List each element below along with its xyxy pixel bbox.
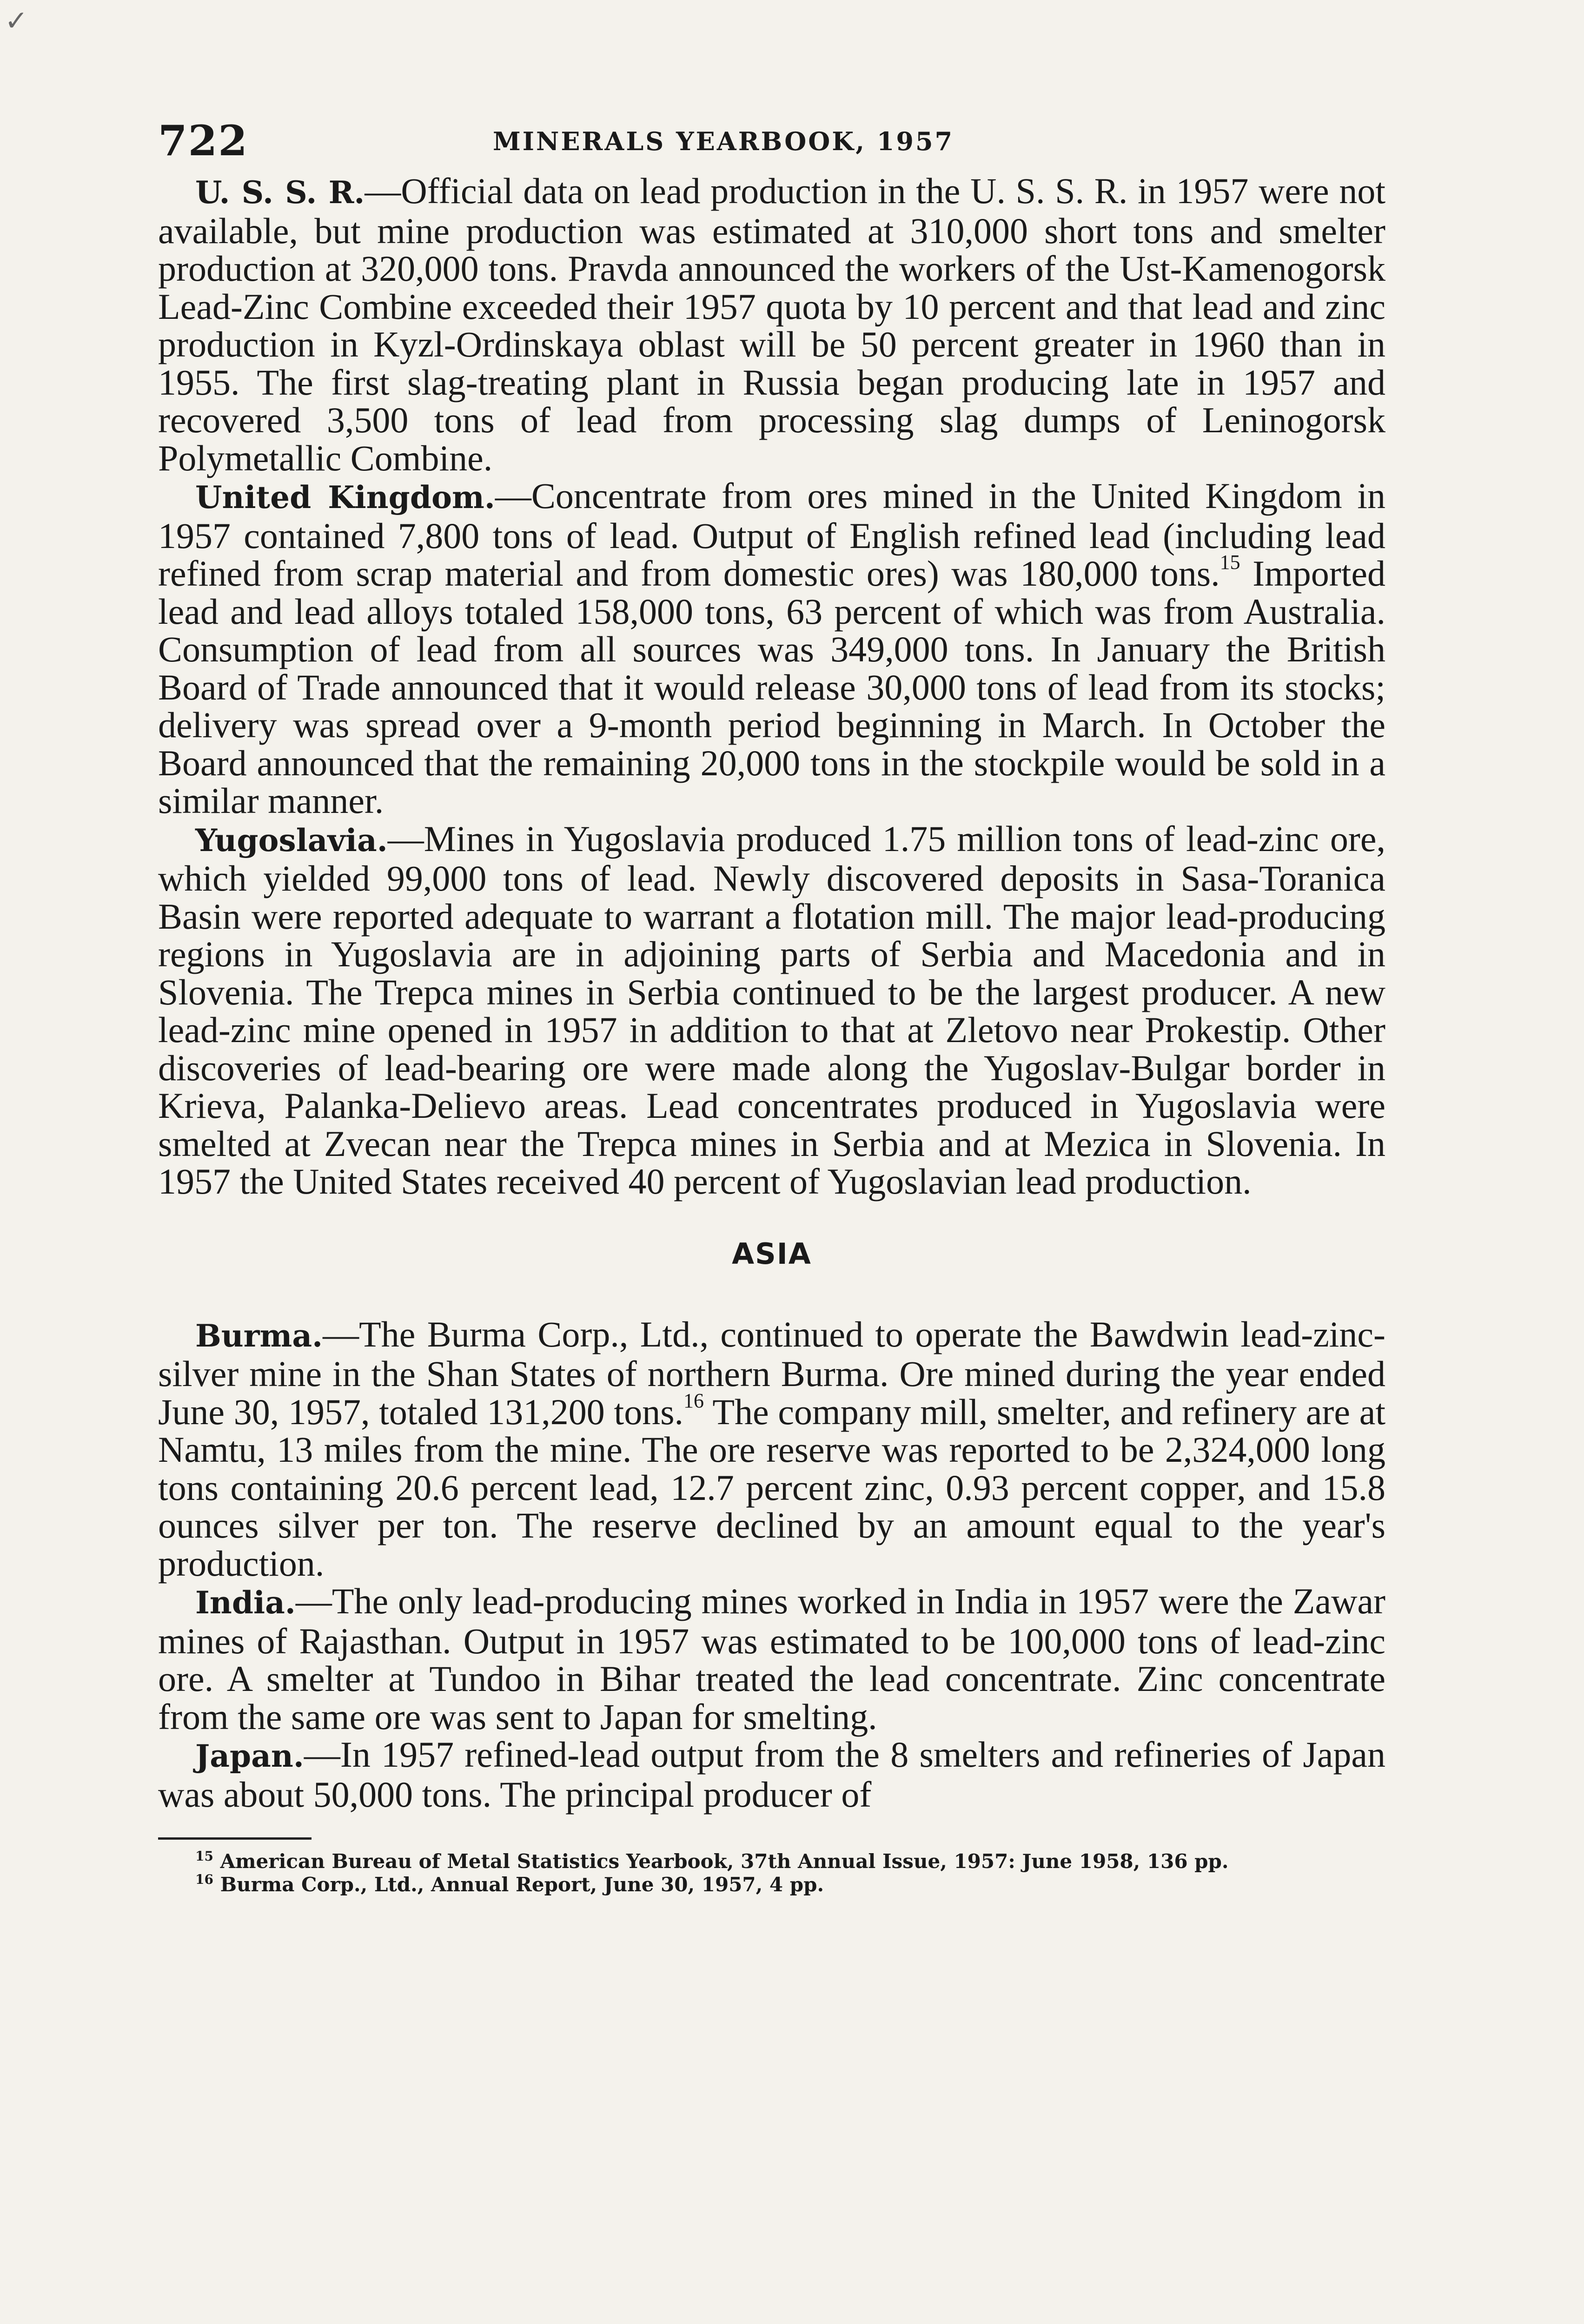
page-number: 722 xyxy=(158,116,248,165)
lead-united-kingdom: United Kingdom. xyxy=(195,479,495,515)
footnote-15-text: American Bureau of Metal Statistics Yearbook, 37th Annual Issue, 1957: June 1958, 136 pp. xyxy=(220,1850,1229,1873)
body-japan: —In 1957 refined-lead output from the 8 smelters and refineries of Japan was about 50,000 tons. The principal producer of xyxy=(158,1734,1385,1815)
footnote-16 xyxy=(158,1873,1385,1896)
footnote-rule xyxy=(158,1837,311,1840)
body-united-kingdom-a: —Concentrate from ores mined in the United Kingdom in 1957 contained 7,800 tons of lead. Output of English refined lead (including lead refined from scrap material and from domestic ores) was 180,000 tons. xyxy=(158,475,1385,594)
body-burma-b: The company mill, smelter, and refinery are at Namtu, 13 miles from the mine. The ore reserve was reported to be 2,324,000 long tons containing 20.6 percent lead, 12.7 percent zinc, 0.93 percent copper, and 15.8 ounces silver per ton. The reserve declined by an amount equal to the year's production. xyxy=(158,1391,1385,1584)
footnote-15-number: 15 xyxy=(195,1849,213,1864)
lead-japan: Japan. xyxy=(195,1738,304,1774)
margin-mark: ✓ xyxy=(5,5,28,37)
lead-ussr: U. S. S. R. xyxy=(195,174,365,211)
section-heading-asia: ASIA xyxy=(732,1236,812,1271)
footnote-15 xyxy=(158,1850,1385,1873)
paragraph-india xyxy=(158,1582,1385,1736)
lead-yugoslavia: Yugoslavia. xyxy=(195,822,388,858)
body-burma-a: —The Burma Corp., Ltd., continued to operate the Bawdwin lead-zinc-silver mine in the Shan States of northern Burma. Ore mined during the year ended June 30, 1957, totaled 131,200 tons. xyxy=(158,1314,1385,1432)
paragraph-ussr xyxy=(158,172,1385,477)
footnote-16-number: 16 xyxy=(195,1872,213,1887)
header-title: MINERALS YEARBOOK, 1957 xyxy=(493,126,954,156)
body-india: —The only lead-producing mines worked in India in 1957 were the Zawar mines of Rajasthan. Output in 1957 was estimated to be 100,000 tons of lead-zinc ore. A smelter at Tundoo in Bihar treated the lead concentrate. Zinc concentrate from the same ore was sent to Japan for smelting. xyxy=(158,1581,1385,1737)
lead-india: India. xyxy=(195,1585,296,1621)
body-united-kingdom-b: Imported lead and lead alloys totaled 158,000 tons, 63 percent of which was from Australia. Consumption of lead from all sources was 349,000 tons. In January the British Board of Trade announced that it would release 30,000 tons of lead from its stocks; delivery was spread over a 9-month period beginning in March. In October the Board announced that the remaining 20,000 tons in the stockpile would be sold in a similar manner. xyxy=(158,553,1385,821)
paragraph-burma xyxy=(158,1315,1385,1583)
running-head xyxy=(158,116,1385,172)
body-ussr: —Official data on lead production in the U. S. S. R. in 1957 were not available, but mine production was estimated at 310,000 short tons and smelter production at 320,000 tons. Pravda announced the workers of the Ust-Kamenogorsk Lead-Zinc Combine exceeded their 1957 quota by 10 percent and that lead and zinc production in Kyzl-Ordinskaya oblast will be 50 percent greater in 1960 than in 1955. The first slag-treating plant in Russia began producing late in 1957 and recovered 3,500 tons of lead from processing slag dumps of Leninogorsk Polymetallic Combine. xyxy=(158,171,1386,478)
footnote-ref-15: 15 xyxy=(1219,551,1240,574)
paragraph-yugoslavia xyxy=(158,820,1385,1201)
footnote-16-text: Burma Corp., Ltd., Annual Report, June 30, 1957, 4 pp. xyxy=(220,1873,824,1896)
paragraph-japan xyxy=(158,1736,1385,1813)
paragraph-united-kingdom xyxy=(158,477,1385,820)
lead-burma: Burma. xyxy=(195,1317,323,1354)
page xyxy=(158,116,1385,1896)
footnote-ref-16: 16 xyxy=(683,1389,704,1412)
body-yugoslavia: —Mines in Yugoslavia produced 1.75 million tons of lead-zinc ore, which yielded 99,000 tons of lead. Newly discovered deposits in Sasa-Toranica Basin were reported adequate to warrant a flotation mill. The major lead-producing regions in Yugoslavia are in adjoining parts of Serbia and Macedonia and in Slovenia. The Trepca mines in Serbia continued to be the largest producer. A new lead-zinc mine opened in 1957 in addition to that at Zletovo near Prokestip. Other discoveries of lead-bearing ore were made along the Yugoslav-Bulgar border in Krieva, Palanka-Delievo areas. Lead concentrates produced in Yugoslavia were smelted at Zvecan near the Trepca mines in Serbia and at Mezica in Slovenia. In 1957 the United States received 40 percent of Yugoslavian lead production. xyxy=(158,818,1385,1202)
